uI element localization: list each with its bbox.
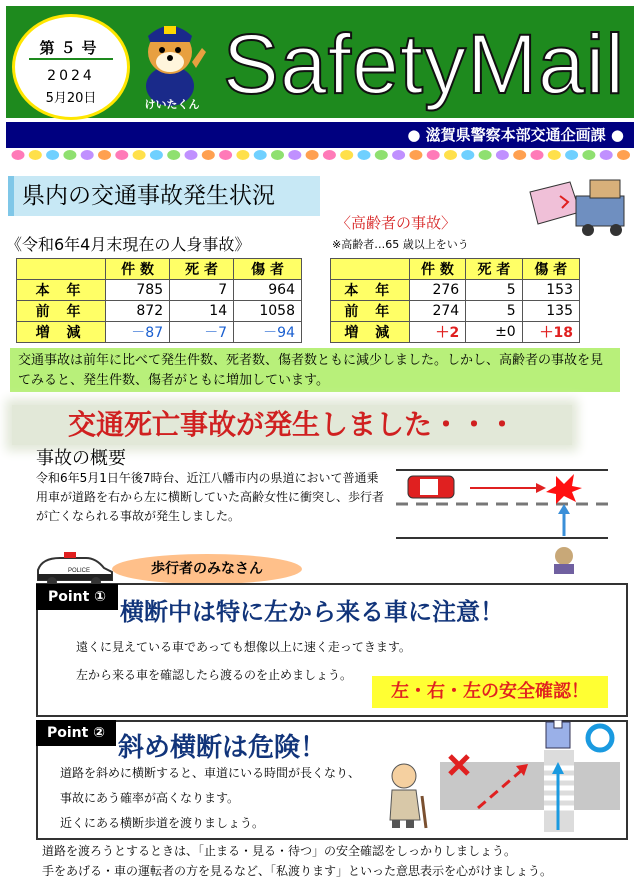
- footer-line2: 手をあげる・車の運転者の方を見るなど、「私渡ります」といった意思表示を心がけましょう。: [42, 864, 553, 878]
- cell: 5: [466, 301, 523, 322]
- decorative-dot: [340, 150, 353, 160]
- table-row: [331, 301, 580, 322]
- summary-text: 交通事故は前年に比べて発生件数、死者数、傷者数ともに減少しました。しかし、高齢者の事故を見てみると、発生件数、傷者がともに増加しています。: [10, 348, 620, 392]
- section-title-accidents: 県内の交通事故発生状況: [8, 176, 320, 216]
- pedestrians-label: 歩行者のみなさん: [112, 554, 302, 584]
- stats-table-all: [16, 258, 302, 343]
- row-label: 前 年: [331, 301, 410, 322]
- cell: ＋18: [522, 322, 579, 343]
- decorative-dot: [115, 150, 128, 160]
- cell: 5: [466, 280, 523, 301]
- table-header: 傷 者: [234, 259, 302, 280]
- cell: 276: [409, 280, 466, 301]
- elderly-note: ※高齢者…65 歳以上をいう: [332, 238, 469, 251]
- table-header: 件 数: [409, 259, 466, 280]
- point2-heading: 斜め横断は危険！: [118, 733, 327, 763]
- decorative-dot: [427, 150, 440, 160]
- elderly-title: 〈高齢者の事故〉: [336, 214, 457, 232]
- elderly-man-illustration: [382, 760, 430, 830]
- overview-title: 事故の概要: [36, 448, 126, 469]
- decorative-dot: [202, 150, 215, 160]
- mascot-name: けいたくん: [144, 98, 200, 111]
- point2-line3: 近くにある横断歩道を渡りましょう。: [60, 816, 265, 830]
- decorative-dot: [133, 150, 146, 160]
- safety-check-callout: 左・右・左の安全確認！: [372, 676, 608, 708]
- footer-line1: 道路を渡ろうとするときは、「止まる・見る・待つ」の安全確認をしっかりしましょう。: [42, 844, 517, 858]
- decorative-dot: [513, 150, 526, 160]
- cell: 964: [234, 280, 302, 301]
- decorative-dot: [582, 150, 595, 160]
- decorative-dots: [10, 149, 630, 161]
- newsletter-title: SafetyMail: [222, 17, 626, 111]
- department-name: ● 滋賀県警察本部交通企画課 ●: [407, 126, 624, 144]
- decorative-dot: [617, 150, 630, 160]
- decorative-dot: [392, 150, 405, 160]
- table-header: 件 数: [106, 259, 170, 280]
- department-bar: [6, 122, 634, 148]
- row-label: 本 年: [331, 280, 410, 301]
- point2-line1: 道路を斜めに横断すると、車道にいる時間が長くなり、: [60, 766, 361, 780]
- decorative-dot: [29, 150, 42, 160]
- decorative-dot: [81, 150, 94, 160]
- table-row: [17, 301, 302, 322]
- table-header-row: [17, 259, 302, 280]
- decorative-dot: [271, 150, 284, 160]
- decorative-dot: [565, 150, 578, 160]
- table-header: 死 者: [466, 259, 523, 280]
- decorative-dot: [306, 150, 319, 160]
- badge-divider: [29, 58, 113, 60]
- table-header: [17, 259, 106, 280]
- decorative-dot: [479, 150, 492, 160]
- decorative-dot: [496, 150, 509, 160]
- point1-heading: 横断中は特に左から来る車に注意！: [120, 598, 504, 626]
- decorative-dot: [254, 150, 267, 160]
- cell: ＋2: [409, 322, 466, 343]
- point1-badge: Point ①: [36, 584, 118, 610]
- cell: 153: [522, 280, 579, 301]
- decorative-dot: [409, 150, 422, 160]
- cell: －94: [234, 322, 302, 343]
- table-row: [17, 322, 302, 343]
- decorative-dot: [150, 150, 163, 160]
- police-label: POLICE: [68, 568, 91, 574]
- row-label: 増 減: [17, 322, 106, 343]
- table-header: [331, 259, 410, 280]
- decorative-dot: [375, 150, 388, 160]
- table-header: 死 者: [170, 259, 234, 280]
- decorative-dot: [323, 150, 336, 160]
- overview-text: 令和6年5月1日午後7時台、近江八幡市内の県道において普通乗用車が道路を右から左に横断していた高齢女性に衝突し、歩行者が亡くなられる事故が発生しました。: [36, 471, 385, 523]
- cell: 14: [170, 301, 234, 322]
- decorative-dot: [531, 150, 544, 160]
- decorative-dot: [219, 150, 232, 160]
- row-label: 前 年: [17, 301, 106, 322]
- decorative-dot: [63, 150, 76, 160]
- decorative-dot: [288, 150, 301, 160]
- issue-number: 第５号: [39, 39, 103, 57]
- decorative-dot: [358, 150, 371, 160]
- cell: 1058: [234, 301, 302, 322]
- issue-year: 2024: [47, 68, 95, 84]
- decorative-dot: [46, 150, 59, 160]
- cell: －7: [170, 322, 234, 343]
- decorative-dot: [98, 150, 111, 160]
- row-label: 増 減: [331, 322, 410, 343]
- cell: 7: [170, 280, 234, 301]
- decorative-dot: [236, 150, 249, 160]
- fatal-accident-banner: 交通死亡事故が発生しました・・・: [12, 405, 572, 445]
- decorative-dot: [444, 150, 457, 160]
- car-crash-illustration: [510, 172, 636, 242]
- cell: ±0: [466, 322, 523, 343]
- stats-table-elderly: [330, 258, 580, 343]
- point2-line2: 事故にあう確率が高くなります。: [60, 791, 240, 805]
- point1-line1: 遠くに見えている車であっても想像以上に速く走ってきます。: [76, 640, 411, 654]
- accident-diagram: [396, 466, 608, 574]
- cell: 274: [409, 301, 466, 322]
- table-row: [17, 280, 302, 301]
- issue-date: 5月20日: [45, 91, 97, 106]
- decorative-dot: [548, 150, 561, 160]
- table-header-row: [331, 259, 580, 280]
- stats-subtitle: 《令和6年4月末現在の人身事故》: [6, 235, 251, 254]
- table-row: [331, 322, 580, 343]
- decorative-dot: [185, 150, 198, 160]
- table-header: 傷 者: [522, 259, 579, 280]
- decorative-dot: [461, 150, 474, 160]
- decorative-dot: [600, 150, 613, 160]
- cell: 785: [106, 280, 170, 301]
- police-car-illustration: [34, 548, 116, 588]
- table-row: [331, 280, 580, 301]
- cell: －87: [106, 322, 170, 343]
- issue-badge: [12, 14, 130, 120]
- cell: 872: [106, 301, 170, 322]
- point2-badge: Point ②: [36, 720, 116, 746]
- diagonal-crossing-diagram: [440, 720, 620, 832]
- decorative-dot: [167, 150, 180, 160]
- cell: 135: [522, 301, 579, 322]
- decorative-dot: [12, 150, 25, 160]
- row-label: 本 年: [17, 280, 106, 301]
- point1-line2: 左から来る車を確認したら渡るのを止めましょう。: [76, 668, 353, 682]
